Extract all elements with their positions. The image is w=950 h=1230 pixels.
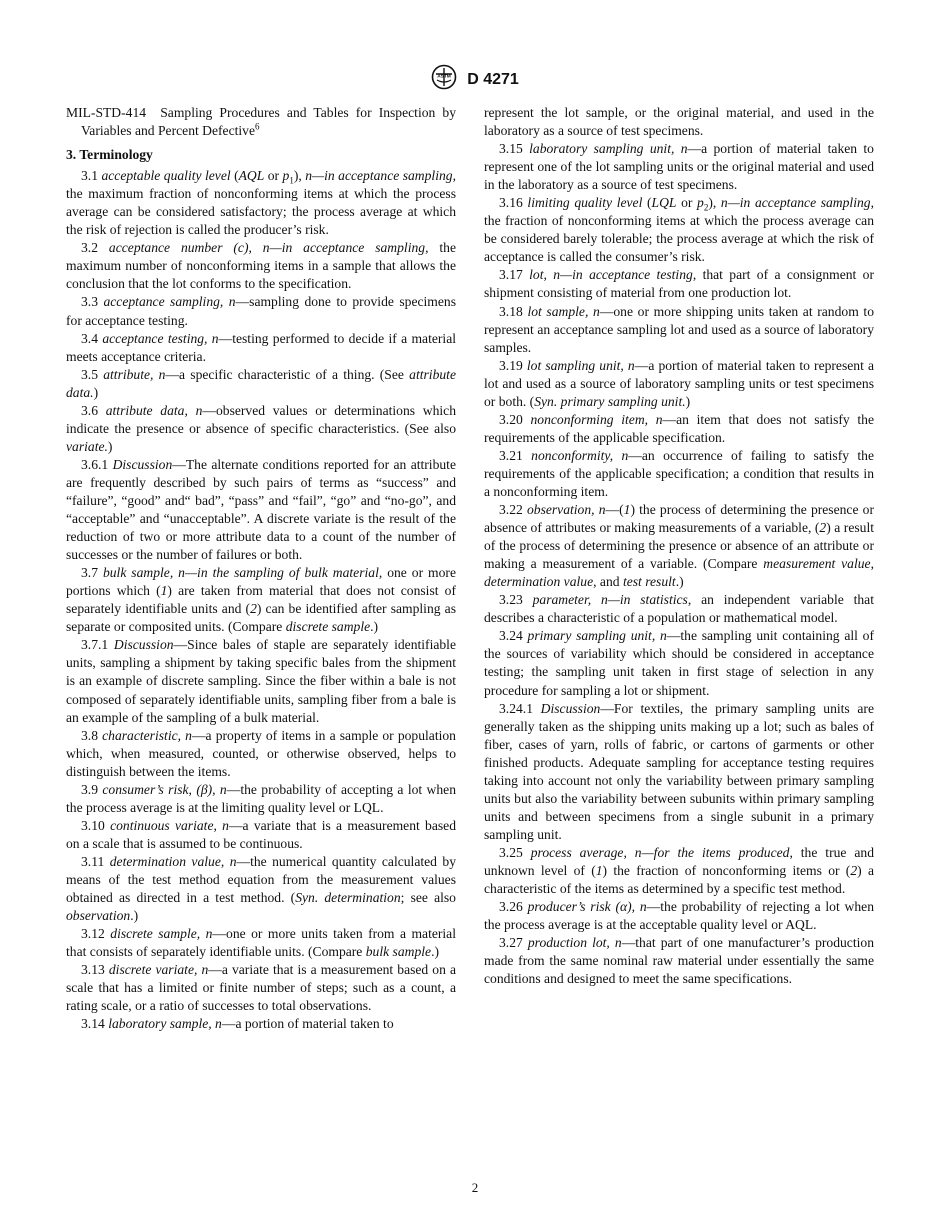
definition-3-10: 3.10 continuous variate, n—a variate that is a measurement based on a scale that is assumed to be continuous. bbox=[66, 817, 456, 851]
reference-mil-std-414: MIL-STD-414 Sampling Procedures and Tables for Inspection by Variables and Percent Defective$^6$ bbox=[66, 105, 457, 139]
svg-text:ASTM: ASTM bbox=[437, 74, 451, 80]
definition-3-20: 3.20 nonconforming item, n—an item that does not satisfy the requirements of the applicable specification. bbox=[484, 411, 874, 445]
definition-3-21: 3.21 nonconformity, n—an occurrence of failing to satisfy the requirements of the applicable specification; a condition that results in a nonconforming item. bbox=[484, 447, 874, 499]
definition-3-15: 3.15 laboratory sampling unit, n—a portion of material taken to represent one of the lot sampling units or the original material and used in the laboratory as a source of test specimens. bbox=[484, 141, 874, 193]
left-column bbox=[66, 104, 456, 1033]
definition-3-9: 3.9 consumer’s risk, (β), n—the probability of accepting a lot when the process average is at the limiting quality level or LQL. bbox=[66, 781, 456, 815]
definition-3-22: 3.22 observation, n—(1) the process of determining the presence or absence of attributes or making measurements of a variable, (2) a result of the process of determining the presence or absence of an attribute or making a measurement of a variable. (Compare measurement value, determination value, and test result.) bbox=[484, 502, 874, 590]
definition-3-26: 3.26 producer’s risk (α), n—the probability of rejecting a lot when the process average is at the acceptable quality level or AQL. bbox=[484, 899, 874, 933]
definition-3-2: 3.2 acceptance number (c), n—in acceptance sampling, the maximum number of nonconforming items in a sample that allows the conclusion that the lot conforms to the specification. bbox=[66, 240, 456, 292]
definition-3-24: 3.24 primary sampling unit, n—the sampling unit containing all of the sources of variability which should be considered in acceptance testing; the sampling unit taken in first stage of selection in any procedure for sampling a lot or shipment. bbox=[484, 628, 874, 698]
definition-3-5: 3.5 attribute, n—a specific characteristic of a thing. (See attribute data.) bbox=[66, 366, 456, 400]
definition-3-19: 3.19 lot sampling unit, n—a portion of material taken to represent a lot and used as a source of laboratory sampling units or test specimens or both. (Syn. primary sampling unit.) bbox=[484, 357, 874, 409]
discussion-3-6-1: 3.6.1 Discussion—The alternate conditions reported for an attribute are frequently described by such pairs of terms as “success” and “failure”, “good” and“ bad”, “pass” and “fail”, “go” and “no-go”, and “acceptable” and “unacceptable”. A discrete variate is the result of the reduction of two or more attribute data to a count of the number of successes or the number of failures or both. bbox=[66, 456, 456, 563]
definition-3-14: 3.14 laboratory sample, n—a portion of material taken to bbox=[81, 1016, 394, 1032]
definition-3-12: 3.12 discrete sample, n—one or more units taken from a material that consists of separately identifiable units. (Compare bulk sample.) bbox=[66, 926, 456, 960]
page-number: 2 bbox=[471, 1180, 479, 1195]
definition-3-1: 3.1 acceptable quality level (AQL or $p_1$), n—in acceptance sampling, the maximum fraction of nonconforming items at which the process average can be considered satisfactory; the process average at which the risk of rejection is called the producer’s risk. bbox=[66, 168, 456, 238]
definition-3-23: 3.23 parameter, n—in statistics, an independent variable that describes a characteristic of a population or mathematical model. bbox=[484, 592, 874, 626]
astm-logo-icon bbox=[431, 64, 457, 95]
definition-3-18: 3.18 lot sample, n—one or more shipping units taken at random to represent an acceptance sampling lot and used as a source of laboratory samples. bbox=[484, 303, 874, 355]
definition-3-3: 3.3 acceptance sampling, n—sampling done to provide specimens for acceptance testing. bbox=[66, 294, 456, 328]
definition-3-25: 3.25 process average, n—for the items produced, the true and unknown level of (1) the fraction of nonconforming items or (2) a characteristic of the items as determined by a specific test method. bbox=[484, 844, 874, 897]
definition-3-11: 3.11 determination value, n—the numerical quantity calculated by means of the test method equation from the measurement values obtained as directed in a test method. (Syn. determination; see also observation.) bbox=[66, 853, 456, 924]
discussion-3-24-1: 3.24.1 Discussion—For textiles, the primary sampling units are generally taken as the shipping units making up a lot; such as bales of fiber, cases of yarn, rolls of fabric, or cartons of garments or other finished products. Adequate sampling for acceptance testing requires taking into account not only the variability between primary sampling units but also the variability between subunits within primary sampling units and between specimens from a single subunit in a primary sampling unit. bbox=[484, 700, 874, 842]
definition-3-4: 3.4 acceptance testing, n—testing performed to decide if a material meets acceptance criteria. bbox=[66, 330, 457, 364]
definition-3-13: 3.13 discrete variate, n—a variate that is a measurement based on a scale that has a limited or finite number of steps; such as a count, a rating scale, or a ratio of successes to total observations. bbox=[66, 962, 456, 1014]
definition-3-17: 3.17 lot, n—in acceptance testing, that part of a consignment or shipment consisting of material from one production lot. bbox=[484, 267, 874, 301]
right-column bbox=[484, 104, 874, 988]
definition-3-8: 3.8 characteristic, n—a property of items in a sample or population which, when measured, counted, or otherwise observed, helps to distinguish between the items. bbox=[66, 727, 456, 779]
definition-3-7: 3.7 bulk sample, n—in the sampling of bulk material, one or more portions which (1) are taken from material that does not consist of separately identifiable units and (2) can be identified after sampling as separate or composited units. (Compare discrete sample.) bbox=[66, 565, 457, 635]
definition-3-14-continued: represent the lot sample, or the original material, and used in the laboratory as a source of test specimens. bbox=[484, 105, 874, 139]
definition-3-6: 3.6 attribute data, n—observed values or determinations which indicate the presence or absence of specific characteristics. (See also variate.) bbox=[66, 402, 456, 454]
definition-3-16: 3.16 limiting quality level (LQL or $p_2$), n—in acceptance sampling, the fraction of nonconforming items at which the process average can be considered barely tolerable; the process average at which the risk of acceptance is called the consumer’s risk. bbox=[484, 195, 874, 265]
definition-3-27: 3.27 production lot, n—that part of one manufacturer’s production made from the same nominal raw material under essentially the same conditions and designed to meet the same specifications. bbox=[484, 935, 874, 987]
discussion-3-7-1: 3.7.1 Discussion—Since bales of staple are separately identifiable units, sampling a shipment by taking specific bales from the shipment is an example of discrete sampling. Since the fiber within a bale is not composed of separately identifiable units, sampling fiber from a bale is an example of the sampling of a bulk material. bbox=[66, 637, 456, 725]
section-heading-terminology: 3. Terminology bbox=[66, 147, 153, 163]
standard-designation: D 4271 bbox=[467, 70, 519, 88]
page-header bbox=[0, 64, 950, 92]
